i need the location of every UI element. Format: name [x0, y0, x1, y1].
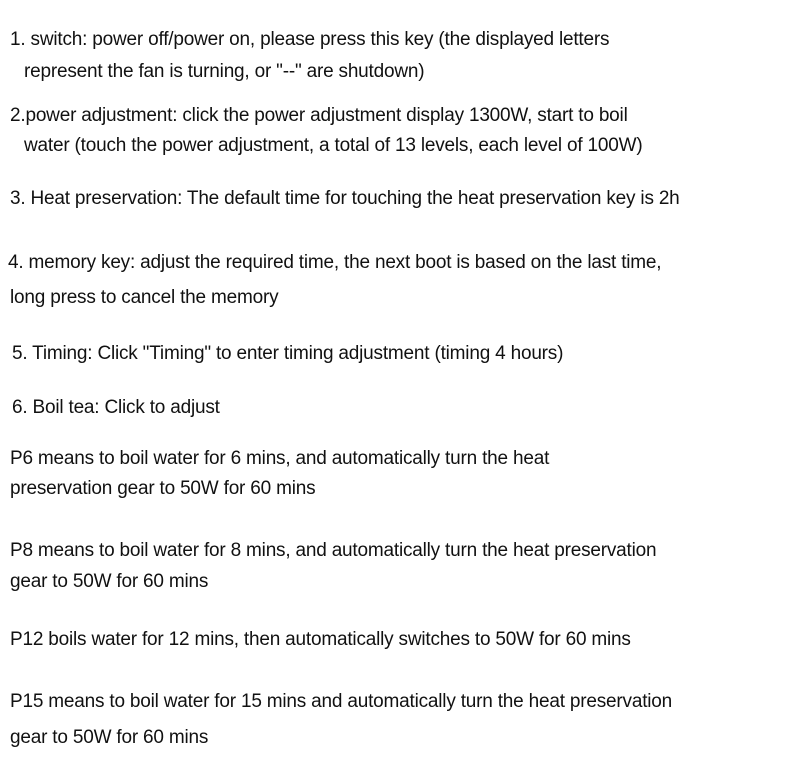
item-p8-line-2: gear to 50W for 60 mins [10, 571, 209, 592]
item-p6-line-1: P6 means to boil water for 6 mins, and automatically turn the heat [10, 448, 550, 469]
item-p12-line-1: P12 boils water for 12 mins, then automatically switches to 50W for 60 mins [10, 629, 631, 650]
item-4-line-1: 4. memory key: adjust the required time, the next boot is based on the last time, [8, 252, 662, 273]
item-p15-line-2: gear to 50W for 60 mins [10, 727, 209, 748]
item-1-line-1: 1. switch: power off/power on, please press this key (the displayed letters [10, 29, 610, 50]
item-3-line-1: 3. Heat preservation: The default time for touching the heat preservation key is 2h [10, 188, 680, 209]
item-1-line-2: represent the fan is turning, or "--" are shutdown) [24, 61, 425, 82]
item-5-line-1: 5. Timing: Click "Timing" to enter timing adjustment (timing 4 hours) [12, 343, 564, 364]
item-2-line-2: water (touch the power adjustment, a total of 13 levels, each level of 100W) [24, 135, 643, 156]
item-4-line-2: long press to cancel the memory [10, 287, 279, 308]
item-p6-line-2: preservation gear to 50W for 60 mins [10, 478, 316, 499]
item-2-line-1: 2.power adjustment: click the power adjustment display 1300W, start to boil [10, 105, 628, 126]
item-p15-line-1: P15 means to boil water for 15 mins and automatically turn the heat preservation [10, 691, 673, 712]
item-p8-line-1: P8 means to boil water for 8 mins, and automatically turn the heat preservation [10, 540, 657, 561]
item-6-line-1: 6. Boil tea: Click to adjust [12, 397, 220, 418]
